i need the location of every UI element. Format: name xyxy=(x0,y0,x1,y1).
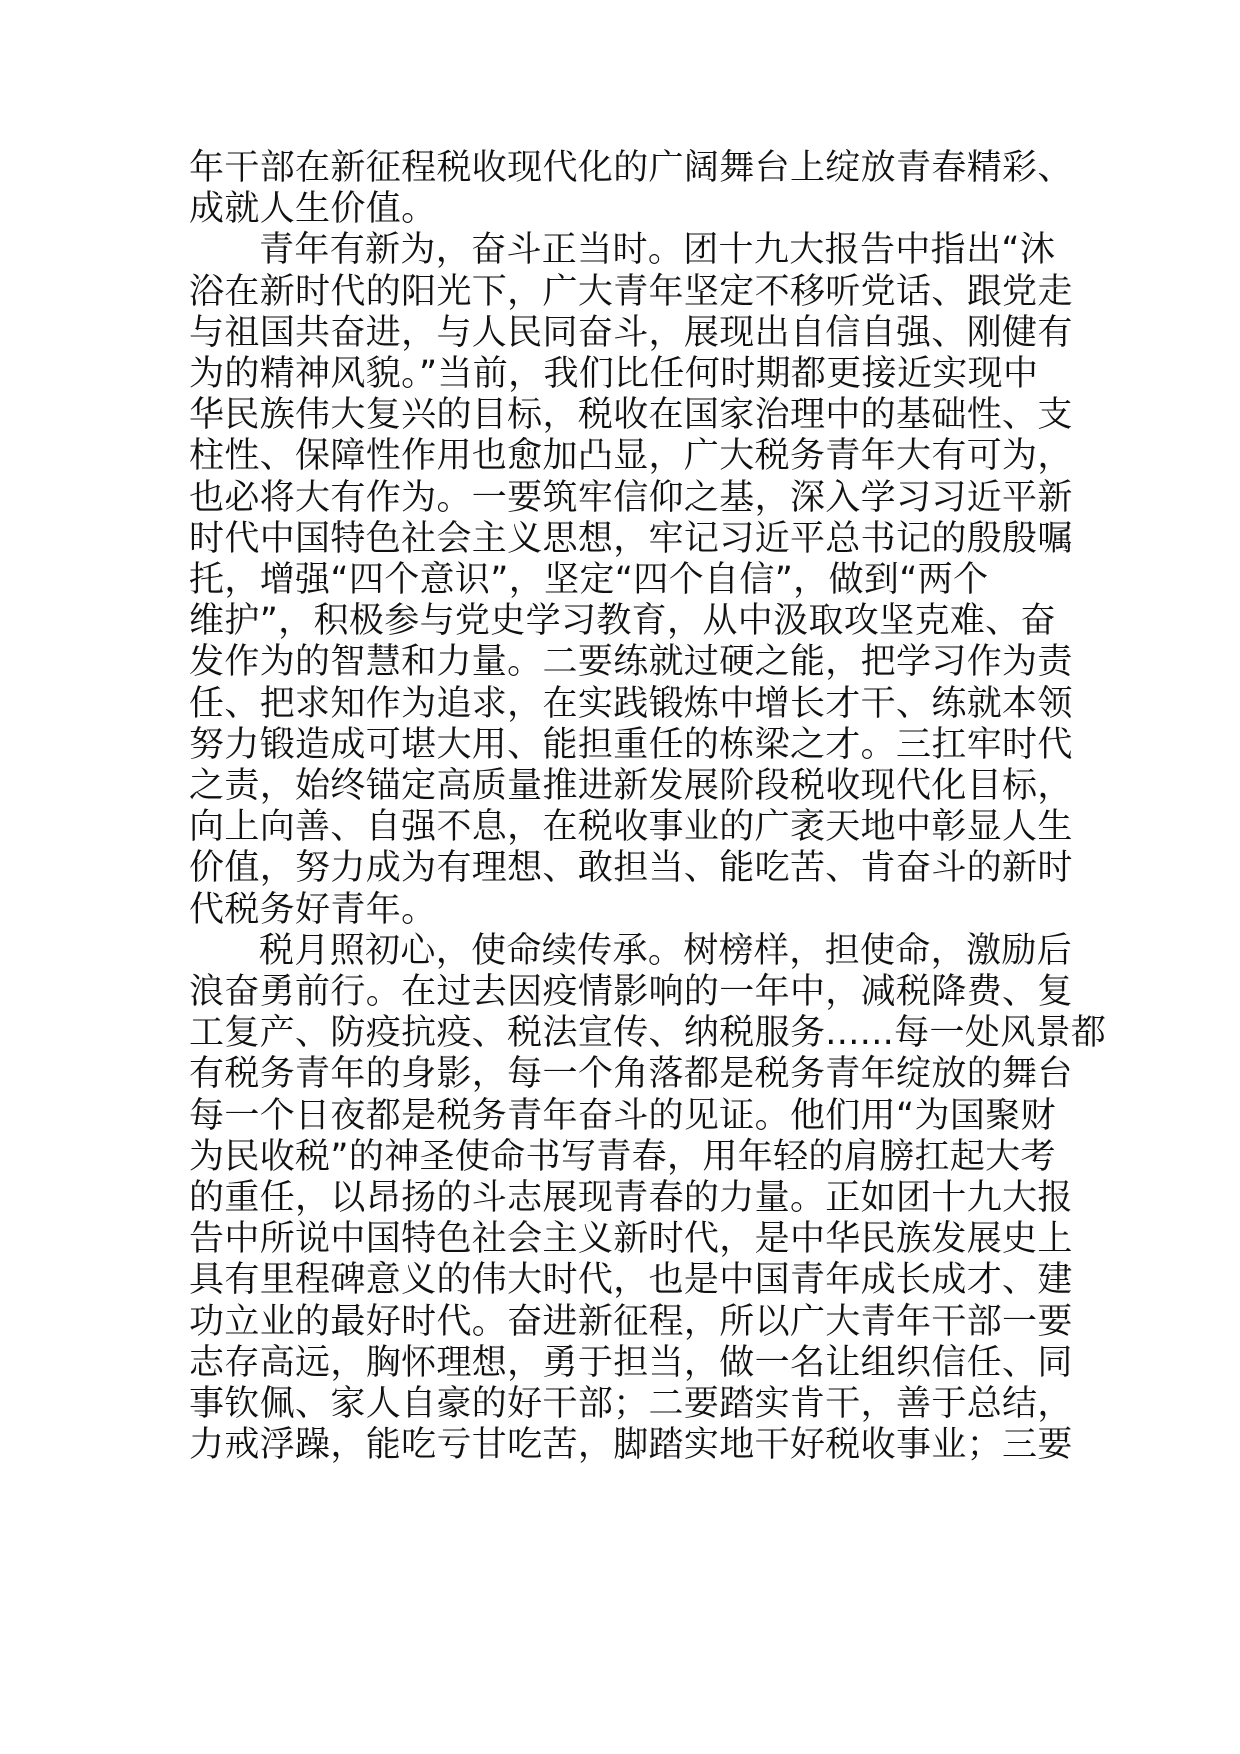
text-line: 柱性、保障性作用也愈加凸显，广大税务青年大有可为， xyxy=(189,436,1073,477)
text-line: 与祖国共奋进，与人民同奋斗，展现出自信自强、刚健有 xyxy=(189,312,1073,353)
text-line: 功立业的最好时代。奋进新征程，所以广大青年干部一要 xyxy=(189,1301,1073,1342)
document-body xyxy=(189,148,1107,1467)
text-line: 成就人生价值。 xyxy=(189,189,437,230)
text-line: 价值，努力成为有理想、敢担当、能吃苦、肯奋斗的新时 xyxy=(189,848,1073,889)
text-line: 浴在新时代的阳光下，广大青年坚定不移听党话、跟党走 xyxy=(189,271,1073,312)
text-line: 代税务好青年。 xyxy=(189,889,437,930)
text-line: 有税务青年的身影，每一个角落都是税务青年绽放的舞台 xyxy=(189,1054,1073,1095)
text-line: 之责，始终锚定高质量推进新发展阶段税收现代化目标， xyxy=(189,766,1073,807)
text-line: 事钦佩、家人自豪的好干部；二要踏实肯干，善于总结， xyxy=(189,1384,1073,1425)
text-line: 发作为的智慧和力量。二要练就过硬之能，把学习作为责 xyxy=(189,642,1073,683)
paragraph-start-line: 青年有新为，奋斗正当时。团十九大报告中指出“沐 xyxy=(259,230,1056,271)
text-line: 为的精神风貌。”当前，我们比任何时期都更接近实现中 xyxy=(189,354,1039,395)
text-line: 志存高远，胸怀理想，勇于担当，做一名让组织信任、同 xyxy=(189,1342,1073,1383)
text-line: 年干部在新征程税收现代化的广阔舞台上绽放青春精彩、 xyxy=(189,148,1073,188)
text-line: 工复产、防疫抗疫、税法宣传、纳税服务......每一处风景都 xyxy=(189,1013,1107,1054)
text-line: 任、把求知作为追求，在实践锻炼中增长才干、练就本领 xyxy=(189,683,1073,724)
text-line: 的重任，以昂扬的斗志展现青春的力量。正如团十九大报 xyxy=(189,1178,1073,1219)
text-line: 具有里程碑意义的伟大时代，也是中国青年成长成才、建 xyxy=(189,1260,1073,1301)
text-line: 力戒浮躁，能吃亏甘吃苦，脚踏实地干好税收事业；三要 xyxy=(189,1425,1073,1466)
paragraph-start-line: 税月照初心，使命续传承。树榜样，担使命，激励后 xyxy=(259,930,1073,971)
text-line: 托，增强“四个意识”，坚定“四个自信”，做到“两个 xyxy=(189,560,989,601)
text-line: 向上向善、自强不息，在税收事业的广袤天地中彰显人生 xyxy=(189,807,1073,848)
text-line: 努力锻造成可堪大用、能担重任的栋梁之才。三扛牢时代 xyxy=(189,724,1073,765)
text-line: 维护”，积极参与党史学习教育，从中汲取攻坚克难、奋 xyxy=(189,601,1056,642)
text-line: 为民收税”的神圣使命书写青春，用年轻的肩膀扛起大考 xyxy=(189,1136,1056,1177)
text-line: 告中所说中国特色社会主义新时代，是中华民族发展史上 xyxy=(189,1219,1073,1260)
text-line: 华民族伟大复兴的目标，税收在国家治理中的基础性、支 xyxy=(189,395,1073,436)
text-line: 每一个日夜都是税务青年奋斗的见证。他们用“为国聚财 xyxy=(189,1095,1056,1136)
text-line: 也必将大有作为。一要筑牢信仰之基，深入学习习近平新 xyxy=(189,477,1073,518)
text-line: 浪奋勇前行。在过去因疫情影响的一年中，减税降费、复 xyxy=(189,972,1073,1013)
text-line: 时代中国特色社会主义思想，牢记习近平总书记的殷殷嘱 xyxy=(189,518,1073,559)
